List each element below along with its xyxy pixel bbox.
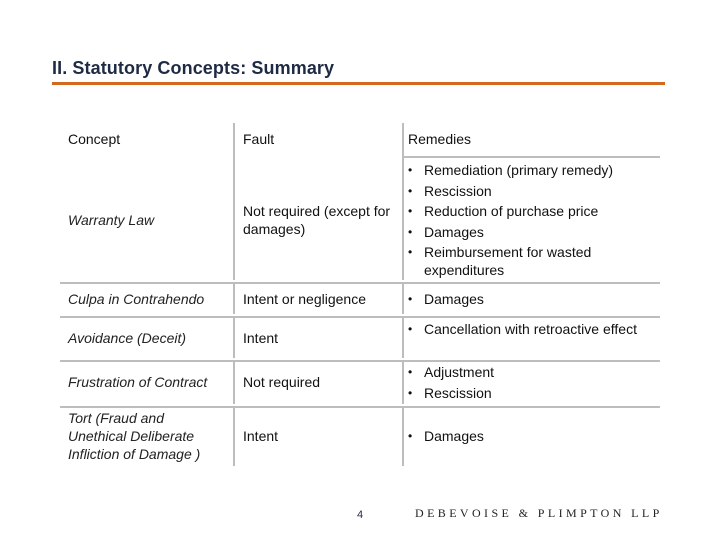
row-fault: Not required — [243, 374, 321, 390]
remedy-item: • Cancellation with retroactive effect — [408, 321, 637, 337]
slide-title: II. Statutory Concepts: Summary — [52, 58, 335, 78]
row-divider — [60, 406, 660, 408]
bullet-icon: • — [408, 224, 413, 239]
remedy-item: • Damages — [408, 291, 484, 307]
header-remedies: Remedies — [408, 131, 472, 147]
header-concept: Concept — [68, 131, 121, 147]
column-divider-2 — [402, 123, 404, 280]
row-divider — [60, 316, 660, 318]
header-fault: Fault — [243, 131, 275, 147]
remedy-item: • Rescission — [408, 384, 492, 401]
row-concept: Warranty Law — [68, 212, 155, 228]
bullet-icon: • — [408, 204, 413, 218]
title-underline — [52, 82, 665, 85]
row-fault: Intent — [243, 330, 279, 346]
bullet-icon: • — [408, 183, 413, 198]
firm-logo-icon — [415, 505, 671, 521]
row-divider — [60, 360, 660, 362]
remedy-item: • Rescission — [408, 182, 492, 199]
bullet-icon: • — [408, 292, 413, 306]
row-remedies — [408, 161, 653, 279]
row-concept: Frustration of Contract — [68, 374, 208, 390]
column-divider-1 — [233, 123, 235, 280]
remedy-item: • Damages — [408, 428, 484, 444]
remedy-item: • Remediation (primary remedy) — [408, 162, 614, 178]
row-concept: Culpa in Contrahendo — [68, 291, 205, 307]
row-remedies — [408, 427, 653, 445]
remedy-item: • Damages — [408, 223, 484, 240]
column-divider-2 — [402, 318, 404, 358]
header-rule — [402, 156, 660, 158]
row-fault: Not required (except for damages) — [243, 203, 391, 237]
column-divider-2 — [402, 408, 404, 466]
svg-text:DEBEVOISE & PLIMPTON LLP: DEBEVOISE & PLIMPTON LLP — [415, 506, 663, 520]
row-remedies — [408, 363, 653, 402]
column-divider-2 — [402, 284, 404, 314]
column-divider-1 — [233, 318, 235, 358]
column-divider-1 — [233, 362, 235, 404]
page-number: 4 — [357, 509, 364, 521]
row-concept: Tort (Fraud and Unethical Deliberate Infliction of Damage ) — [68, 410, 201, 462]
column-divider-1 — [233, 408, 235, 466]
column-divider-1 — [233, 284, 235, 314]
bullet-icon: • — [408, 365, 413, 379]
row-divider — [60, 282, 660, 284]
row-remedies — [408, 320, 653, 338]
row-concept: Avoidance (Deceit) — [68, 330, 187, 346]
bullet-icon: • — [408, 385, 413, 400]
remedy-item: • Adjustment — [408, 364, 495, 380]
firm-logo — [415, 505, 671, 521]
bullet-icon: • — [408, 163, 413, 177]
remedy-item: • Reimbursement for wasted expenditures — [408, 244, 592, 278]
bullet-icon: • — [408, 429, 413, 443]
column-divider-2 — [402, 362, 404, 404]
bullet-icon: • — [408, 245, 413, 259]
bullet-icon: • — [408, 322, 413, 336]
row-fault: Intent or negligence — [243, 291, 366, 307]
remedy-item: • Reduction of purchase price — [408, 203, 599, 219]
row-remedies — [408, 290, 653, 308]
row-fault: Intent — [243, 428, 279, 444]
